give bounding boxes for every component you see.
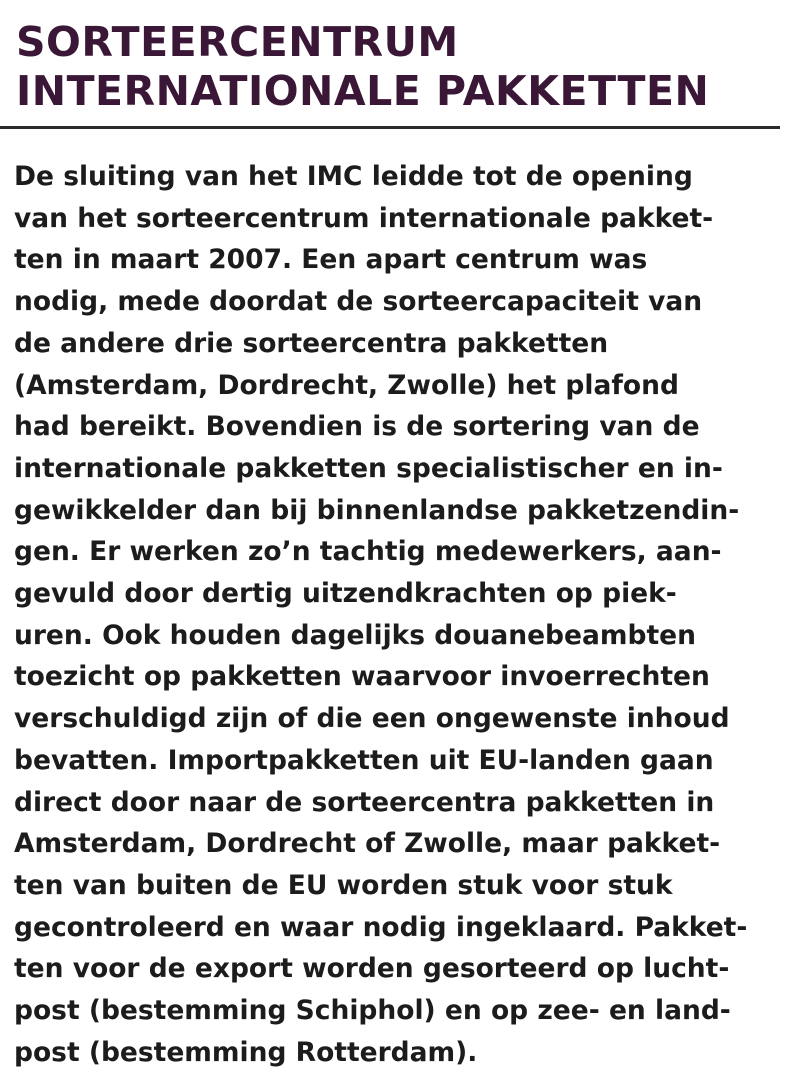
body-line: de andere drie sorteercentra pakketten	[14, 327, 609, 359]
body-line: gewikkelder dan bij binnenlandse pakketzendin-	[14, 494, 740, 526]
body-line: toezicht op pakketten waarvoor invoerrechten	[14, 661, 710, 693]
title-line: INTERNATIONALE PAKKETTEN	[16, 67, 710, 115]
body-line: ten van buiten de EU worden stuk voor stuk	[14, 869, 673, 901]
body-line: internationale pakketten specialistischer en in-	[14, 452, 723, 484]
body-line: ten voor de export worden gesorteerd op lucht-	[14, 953, 730, 985]
body-line: direct door naar de sorteercentra pakketten in	[14, 786, 715, 818]
body-line: post (bestemming Schiphol) en op zee- en land-	[14, 995, 731, 1027]
body-line: gecontroleerd en waar nodig ingeklaard. Pakket-	[14, 911, 748, 943]
body-line: bevatten. Importpakketten uit EU-landen gaan	[14, 744, 714, 776]
body-line: gen. Er werken zo’n tachtig medewerkers, aan-	[14, 536, 722, 568]
article-title	[16, 18, 796, 116]
body-line: had bereikt. Bovendien is de sortering van de	[14, 411, 700, 443]
body-line: nodig, mede doordat de sorteercapaciteit van	[14, 286, 703, 318]
title-divider	[0, 126, 780, 129]
body-line: Amsterdam, Dordrecht of Zwolle, maar pakket-	[14, 828, 721, 860]
body-line: verschuldigd zijn of die een ongewenste inhoud	[14, 703, 730, 735]
body-line: gevuld door dertig uitzendkrachten op piek-	[14, 578, 677, 610]
body-line: ten in maart 2007. Een apart centrum was	[14, 244, 648, 276]
body-line: uren. Ook houden dagelijks douanebeambten	[14, 619, 696, 651]
body-line: De sluiting van het IMC leidde tot de opening	[14, 161, 693, 192]
body-line: van het sorteercentrum internationale pakket-	[14, 202, 714, 234]
article-body	[14, 156, 804, 1073]
body-line: (Amsterdam, Dordrecht, Zwolle) het plafond	[14, 369, 679, 401]
body-line: post (bestemming Rotterdam).	[14, 1036, 478, 1068]
title-line: SORTEERCENTRUM	[16, 18, 459, 66]
